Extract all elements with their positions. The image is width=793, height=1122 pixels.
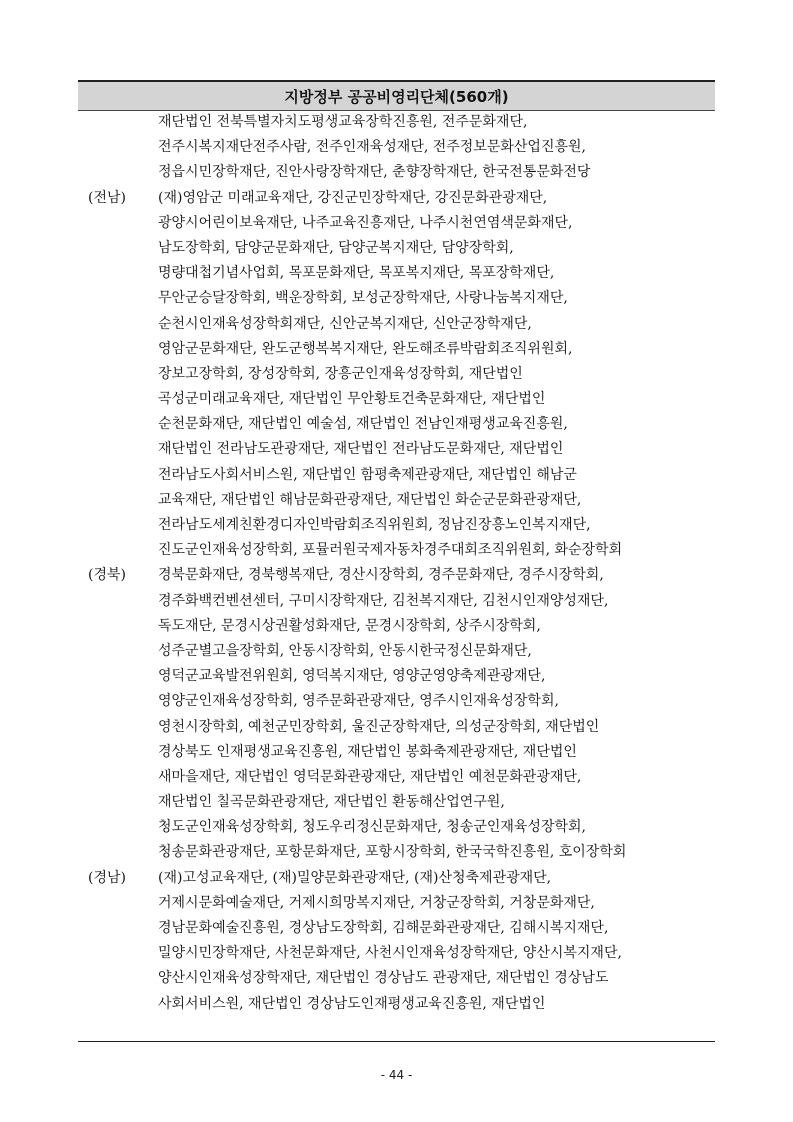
organization-names: 영양군인재육성장학회, 영주문화관광재단, 영주시인재육성장학회, <box>158 693 559 710</box>
organization-names: 장보고장학회, 장성장학회, 장흥군인재육성장학회, 재단법인 <box>158 365 523 382</box>
list-line <box>78 689 718 714</box>
organization-names: 영암군문화재단, 완도군행복복지재단, 완도해조류박람회조직위원회, <box>158 340 573 357</box>
organization-names: 영천시장학회, 예천군민장학회, 울진군장학재단, 의성군장학회, 재단법인 <box>158 718 600 735</box>
table-header-title: 지방정부 공공비영리단체(560개) <box>284 87 509 106</box>
organization-names: 경남문화예술진흥원, 경상남도장학회, 김해문화관광재단, 김해시복지재단, <box>158 920 609 936</box>
list-line <box>78 740 718 765</box>
organization-names: 남도장학회, 담양군문화재단, 담양군복지재단, 담양장학회, <box>158 239 514 256</box>
organization-names: 경주화백컨벤션센터, 구미시장학재단, 김천복지재단, 김천시인재양성재단, <box>158 592 609 609</box>
list-line <box>78 236 718 261</box>
list-line <box>78 790 718 815</box>
organization-names: 청송문화관광재단, 포항문화재단, 포항시장학회, 한국국학진흥원, 호이장학회 <box>158 844 627 861</box>
organization-names: 재단법인 전북특별자치도평생교육장학진흥원, 전주문화재단, <box>158 114 528 130</box>
organization-names: 순천시인재육성장학회재단, 신안군복지재단, 신안군장학재단, <box>158 315 532 332</box>
list-line <box>78 211 718 236</box>
list-line <box>78 916 718 941</box>
list-line <box>78 412 718 437</box>
organization-names: 경상북도 인재평생교육진흥원, 재단법인 봉화축제관광재단, 재단법인 <box>158 743 577 760</box>
list-line <box>78 840 718 865</box>
organization-names: 경북문화재단, 경북행복재단, 경산시장학회, 경주문화재단, 경주시장학회, <box>158 567 604 584</box>
organization-names: 전라남도사회서비스원, 재단법인 함평축제관광재단, 재단법인 해남군 <box>158 466 577 483</box>
organization-names: 전주시복지재단전주사람, 전주인재육성재단, 전주정보문화산업진흥원, <box>158 139 586 156</box>
organization-names: (재)영암군 미래교육재단, 강진군민장학재단, 강진문화관광재단, <box>158 189 548 206</box>
organization-names: 재단법인 칠곡문화관광재단, 재단법인 환동해산업연구원, <box>158 794 505 811</box>
organization-list <box>78 110 718 1017</box>
organization-names: 성주군별고을장학회, 안동시장학회, 안동시한국정신문화재단, <box>158 642 532 659</box>
organization-names: 밀양시민장학재단, 사천문화재단, 사천시인재육성장학재단, 양산시복지재단, <box>158 945 622 962</box>
page-number: - 44 - <box>380 1068 413 1082</box>
organization-names: 사회서비스원, 재단법인 경상남도인재평생교육진흥원, 재단법인 <box>158 995 546 1012</box>
list-line <box>78 362 718 387</box>
list-line <box>78 312 718 337</box>
list-line <box>78 261 718 286</box>
list-line <box>78 135 718 160</box>
organization-names: (재)고성교육재단, (재)밀양문화관광재단, (재)산청축제관광재단, <box>158 869 552 886</box>
organization-names: 무안군승달장학회, 백운장학회, 보성군장학재단, 사랑나눔복지재단, <box>158 290 568 307</box>
region-label: (전남) <box>88 189 126 206</box>
organization-names: 새마을재단, 재단법인 영덕문화관광재단, 재단법인 예천문화관광재단, <box>158 768 582 785</box>
list-line <box>78 614 718 639</box>
region-label: (경남) <box>88 869 126 886</box>
region-label: (경북) <box>88 567 126 584</box>
list-line <box>78 437 718 462</box>
organization-names: 진도군인재육성장학회, 포뮬러원국제자동차경주대회조직위원회, 화순장학회 <box>158 542 623 559</box>
organization-names: 정읍시민장학재단, 진안사랑장학재단, 춘향장학재단, 한국전통문화전당 <box>158 164 591 181</box>
list-line <box>78 891 718 916</box>
list-line <box>78 110 718 135</box>
organization-names: 양산시인재육성장학재단, 재단법인 경상남도 관광재단, 재단법인 경상남도 <box>158 970 609 987</box>
bottom-rule <box>78 1041 715 1042</box>
list-line <box>78 664 718 689</box>
list-line <box>78 815 718 840</box>
list-line <box>78 563 718 588</box>
organization-names: 교육재단, 재단법인 해남문화관광재단, 재단법인 화순군문화관광재단, <box>158 491 582 508</box>
organization-names: 거제시문화예술재단, 거제시희망복지재단, 거창군장학회, 거창문화재단, <box>158 894 595 911</box>
organization-names: 순천문화재단, 재단법인 예술섬, 재단법인 전남인재평생교육진흥원, <box>158 416 568 433</box>
list-line <box>78 715 718 740</box>
list-line <box>78 966 718 991</box>
organization-names: 재단법인 전라남도관광재단, 재단법인 전라남도문화재단, 재단법인 <box>158 441 564 458</box>
organization-names: 광양시어린이보육재단, 나주교육진흥재단, 나주시천연염색문화재단, <box>158 214 573 231</box>
list-line <box>78 387 718 412</box>
list-line <box>78 463 718 488</box>
organization-names: 곡성군미래교육재단, 재단법인 무안황토건축문화재단, 재단법인 <box>158 391 546 408</box>
list-line <box>78 538 718 563</box>
list-line <box>78 866 718 891</box>
organization-names: 전라남도세계친환경디자인박람회조직위원회, 정남진장흥노인복지재단, <box>158 517 591 533</box>
list-line <box>78 941 718 966</box>
list-line <box>78 337 718 362</box>
list-line <box>78 589 718 614</box>
list-line <box>78 765 718 790</box>
organization-names: 명량대첩기념사업회, 목포문화재단, 목포복지재단, 목포장학재단, <box>158 265 555 282</box>
table-header <box>78 80 715 111</box>
list-line <box>78 513 718 538</box>
organization-names: 청도군인재육성장학회, 청도우리정신문화재단, 청송군인재육성장학회, <box>158 819 586 836</box>
organization-names: 독도재단, 문경시상권활성화재단, 문경시장학회, 상주시장학회, <box>158 617 541 634</box>
list-line <box>78 639 718 664</box>
organization-names: 영덕군교육발전위원회, 영덕복지재단, 영양군영양축제관광재단, <box>158 668 546 685</box>
list-line <box>78 286 718 311</box>
list-line <box>78 186 718 211</box>
list-line <box>78 992 718 1017</box>
list-line <box>78 488 718 513</box>
list-line <box>78 160 718 185</box>
